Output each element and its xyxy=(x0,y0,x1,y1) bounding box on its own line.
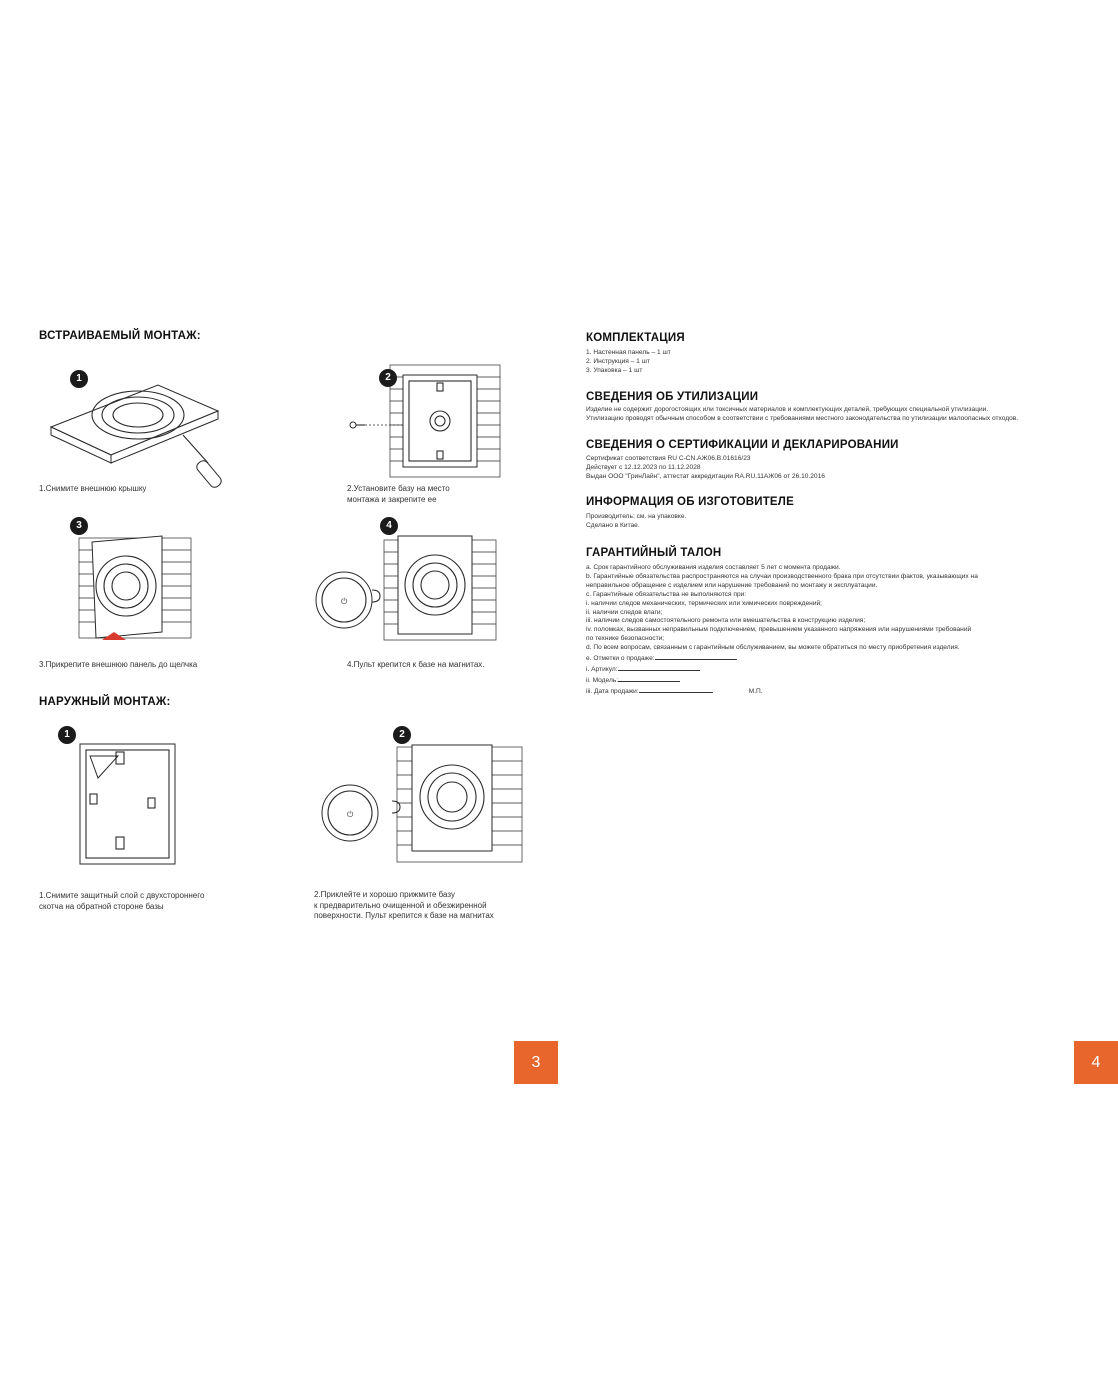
step-badge-1: 1 xyxy=(70,370,88,388)
builtin-mount-title: ВСТРАИВАЕМЫЙ МОНТАЖ: xyxy=(39,330,201,342)
step3-caption: 3.Прикрепите внешнюю панель до щелчка xyxy=(39,660,198,669)
kit-line: 1. Настенная панель – 1 шт xyxy=(586,349,671,356)
warranty-line: iv. поломках, вызванных неправильным подключением, превышением указанного напряжения или нарушениями требований xyxy=(586,626,972,634)
step2-caption: 2.Установите базу на место монтажа и закрепите ее xyxy=(347,484,450,504)
disposal-line: Утилизацию проводят обычным способом в соответствии с требованиями местного законодательства по утилизации малоопасных отходов. xyxy=(586,414,1019,422)
warranty-line: a. Срок гарантийного обслуживания изделия составляет 5 лет с момента продажи. xyxy=(586,564,841,571)
kit-line: 3. Упаковка – 1 шт xyxy=(586,366,643,374)
step4-magnetic-remote-illustration xyxy=(314,530,504,650)
certification-line: Сертификат соответствия RU C-CN.АЖ06.В.01616/23 xyxy=(586,455,751,462)
surface-mount-title: НАРУЖНЫЙ МОНТАЖ: xyxy=(39,696,171,708)
sale-marks-field[interactable] xyxy=(655,653,737,660)
warranty-line: i. наличии следов механических, термических или химических повреждений; xyxy=(586,599,823,607)
warranty-line: b. Гарантийные обязательства распространяются на случаи производственного брака при отсутствии фактов, указывающих на xyxy=(586,572,978,580)
disposal-text xyxy=(586,406,1018,424)
step3-attach-panel-illustration xyxy=(74,528,204,648)
warranty-line: по технике безопасности; xyxy=(586,635,665,643)
surface-step1-caption: 1.Снимите защитный слой с двухстороннего скотча на обратной стороне базы xyxy=(39,891,205,911)
warranty-line: ii. наличии следов влаги; xyxy=(586,608,663,616)
model-row xyxy=(586,675,978,686)
article-label: i. Артикул: xyxy=(586,665,618,673)
manufacturer-title: ИНФОРМАЦИЯ ОБ ИЗГОТОВИТЕЛЕ xyxy=(586,496,794,508)
kit-list xyxy=(586,349,671,376)
svg-text:⏻: ⏻ xyxy=(347,810,354,819)
surface-step-badge-1: 1 xyxy=(58,726,76,744)
manufacturer-line: Сделано в Китае. xyxy=(586,521,640,529)
model-field[interactable] xyxy=(618,675,680,682)
kit-line: 2. Инструкция – 1 шт xyxy=(586,357,650,365)
certification-text xyxy=(586,455,825,482)
surface-step1-remove-tape-illustration xyxy=(78,742,178,867)
surface-step2-glue-base-illustration xyxy=(322,735,527,875)
warranty-line: c. Гарантийные обязательства не выполняются при: xyxy=(586,590,747,598)
warranty-line: iii. наличии следов самостоятельного ремонта или вмешательства в конструкцию изделия; xyxy=(586,617,866,625)
step4-caption: 4.Пульт крепится к базе на магнитах. xyxy=(347,660,485,669)
warranty-title: ГАРАНТИЙНЫЙ ТАЛОН xyxy=(586,547,722,559)
page-number-left: 3 xyxy=(514,1041,558,1084)
disposal-line: Изделие не содержит дорогостоящих или токсичных материалов и комплектующих деталей, требующих специальной утилизации. xyxy=(586,406,989,413)
surface-step2-caption: 2.Приклейте и хорошо прижмите базу к предварительно очищенной и обезжиренной поверхности. Пульт крепится к базе на магнитах xyxy=(314,890,494,920)
stamp-label: М.П. xyxy=(748,687,763,695)
disposal-title: СВЕДЕНИЯ ОБ УТИЛИЗАЦИИ xyxy=(586,391,759,403)
article-row xyxy=(586,664,978,675)
certification-line: Действует с 12.12.2023 по 11.12.2028 xyxy=(586,463,701,471)
manufacturer-text xyxy=(586,513,686,531)
model-label: ii. Модель: xyxy=(586,676,619,684)
warranty-text xyxy=(586,564,978,697)
certification-line: Выдан ООО "ГринЛайн", аттестат аккредитации RA.RU.11АЖ06 от 26.10.2016 xyxy=(586,472,825,480)
warranty-line: неправильное обращение с изделием или нарушение требований по монтажу и эксплуатации. xyxy=(586,581,878,589)
article-field[interactable] xyxy=(618,664,700,671)
certification-title: СВЕДЕНИЯ О СЕРТИФИКАЦИИ И ДЕКЛАРИРОВАНИИ xyxy=(586,439,899,451)
manufacturer-line: Производитель: см. на упаковке. xyxy=(586,513,687,520)
svg-text:⏻: ⏻ xyxy=(341,597,348,606)
sale-marks-row xyxy=(586,653,978,664)
step-badge-4: 4 xyxy=(380,517,398,535)
step-badge-3: 3 xyxy=(70,517,88,535)
sale-date-row xyxy=(586,686,978,697)
sale-marks-label: e. Отметки о продаже: xyxy=(586,655,655,663)
sale-date-label: iii. Дата продажи: xyxy=(586,687,639,695)
step-badge-2: 2 xyxy=(379,369,397,387)
step1-caption: 1.Снимите внешнюю крышку xyxy=(39,484,147,493)
step1-remove-cover-illustration xyxy=(48,375,248,495)
warranty-line: d. По всем вопросам, связанным с гарантийным обслуживанием, вы можете обратиться по месту приобретения изделия. xyxy=(586,644,960,652)
sale-date-field[interactable] xyxy=(639,686,713,693)
kit-title: КОМПЛЕКТАЦИЯ xyxy=(586,332,685,344)
step2-install-base-illustration xyxy=(345,365,505,485)
page-number-right: 4 xyxy=(1074,1041,1118,1084)
surface-step-badge-2: 2 xyxy=(393,726,411,744)
